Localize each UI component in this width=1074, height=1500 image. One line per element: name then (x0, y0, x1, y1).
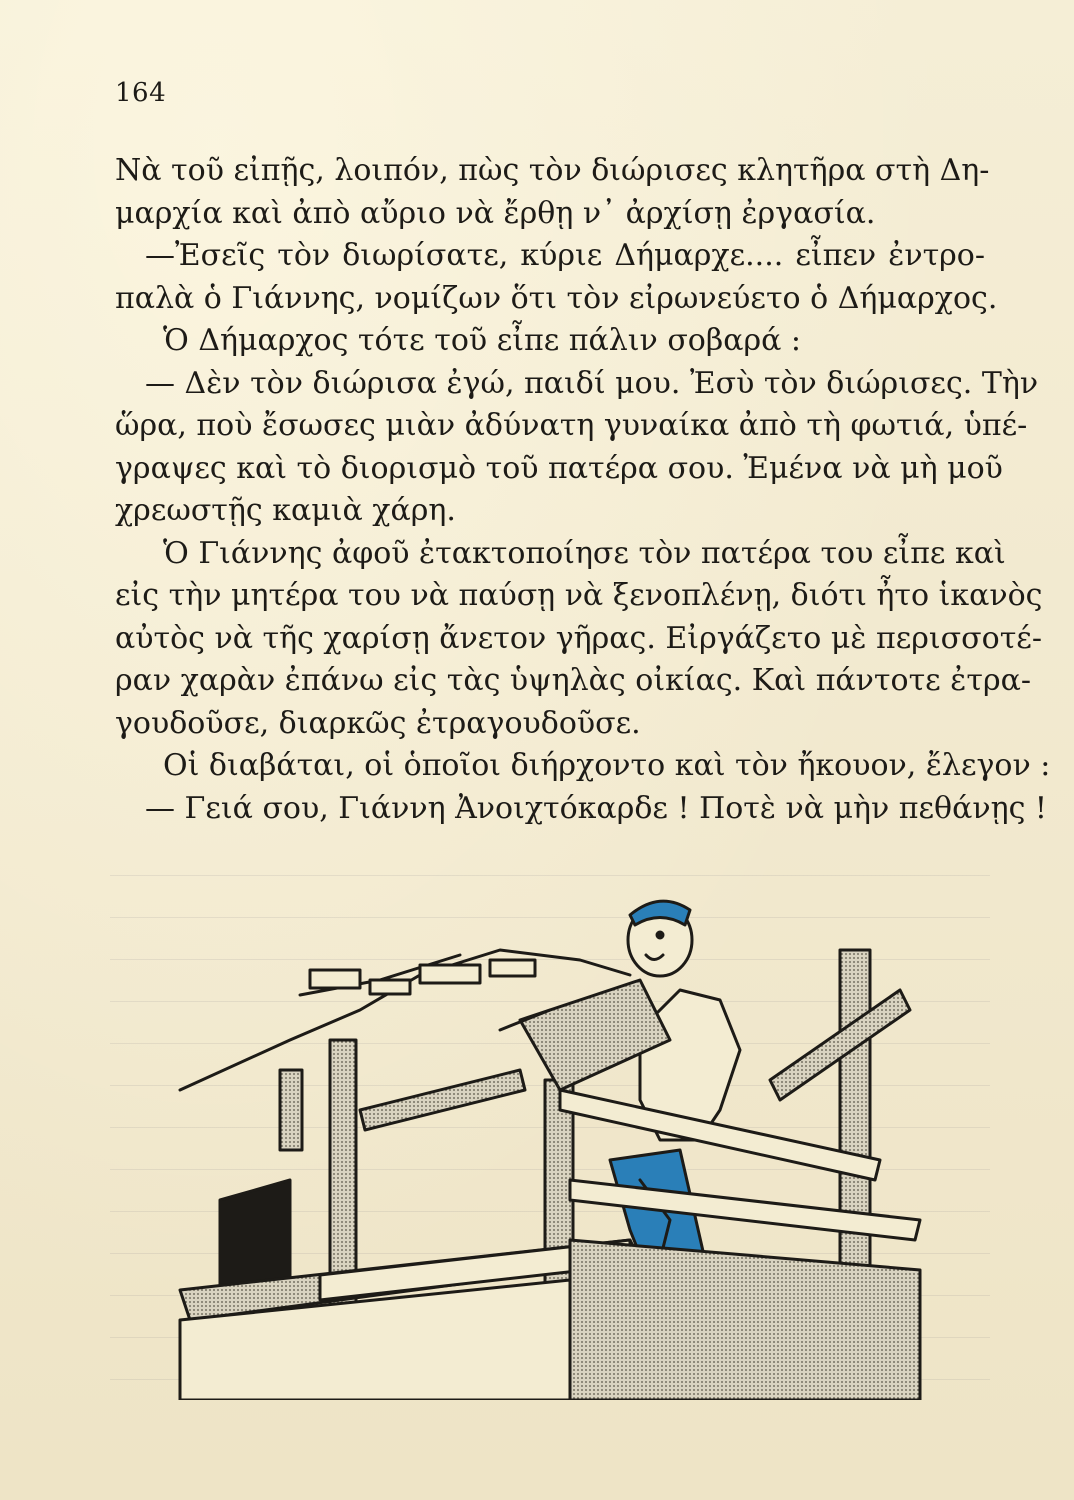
scaffold-brace (360, 1070, 525, 1130)
text-line: Ὁ Γιάννης ἀφοῦ ἐτακτοποίησε τὸν πατέρα του εἶπε καὶ (163, 535, 1006, 571)
paragraph (115, 320, 985, 363)
text-line: ραν χαρὰν ἐπάνω εἰς τὰς ὑψηλὰς οἰκίας. Καὶ πάντοτε ἐτρα- (115, 663, 1031, 698)
text-line: Νὰ τοῦ εἰπῇς, λοιπόν, πὼς τὸν διώρισες κλητῆρα στὴ Δη- (115, 153, 990, 188)
brick (490, 960, 535, 976)
text-line: αὐτὸς νὰ τῆς χαρίσῃ ἄνετον γῆρας. Εἰργάζετο μὲ περισσοτέ- (115, 620, 1042, 656)
text-line: γουδοῦσε, διαρκῶς ἐτραγουδοῦσε. (115, 705, 641, 741)
brick (420, 965, 480, 983)
paragraph (115, 150, 990, 235)
paragraph (115, 533, 1043, 746)
paragraph (115, 235, 998, 320)
paragraph (115, 363, 1039, 533)
scaffold-post (280, 1070, 302, 1150)
brick (310, 970, 360, 988)
text-line: μαρχία καὶ ἀπὸ αὔριο νὰ ἔρθῃ ν᾽ ἀρχίσῃ ἐργασία. (115, 195, 876, 231)
brick (370, 980, 410, 994)
text-line: Οἱ διαβάται, οἱ ὁποῖοι διήρχοντο καὶ τὸν ἤκουον, ἔλεγον : (163, 748, 1051, 783)
paragraph (115, 745, 1051, 830)
text-line: — Δὲν τὸν διώρισα ἐγώ, παιδί μου. Ἐσὺ τὸν διώρισες. Τὴν (145, 365, 1039, 401)
text-line: γραψες καὶ τὸ διορισμὸ τοῦ πατέρα σου. Ἐμένα νὰ μὴ μοῦ (115, 450, 1003, 486)
text-line: ὥρα, ποὺ ἔσωσες μιὰν ἀδύνατη γυναίκα ἀπὸ τὴ φωτιά, ὑπέ- (115, 408, 1028, 443)
text-line: εἰς τὴν μητέρα του νὰ παύσῃ νὰ ξενοπλένῃ, διότι ἦτο ἱκανὸς (115, 578, 1043, 613)
worker-eye (657, 932, 663, 938)
text-block (115, 150, 1051, 830)
text-line: — Γειά σου, Γιάννη Ἀνοιχτόκαρδε ! Ποτὲ νὰ μὴν πεθάνῃς ! (145, 790, 1047, 826)
page-number: 164 (115, 78, 167, 108)
text-line: Ὁ Δήμαρχος τότε τοῦ εἶπε πάλιν σοβαρά : (163, 323, 801, 358)
worker-on-scaffolding-illustration (160, 880, 1020, 1400)
text-line: χρεωστῇς καμιὰ χάρη. (115, 493, 456, 528)
text-line: παλὰ ὁ Γιάννης, νομίζων ὅτι τὸν εἰρωνεύετο ὁ Δήμαρχος. (115, 280, 998, 316)
text-line: —Ἐσεῖς τὸν διωρίσατε, κύριε Δήμαρχε.... εἶπεν ἐντρο- (145, 238, 985, 273)
scaffold-floor (570, 1240, 920, 1400)
